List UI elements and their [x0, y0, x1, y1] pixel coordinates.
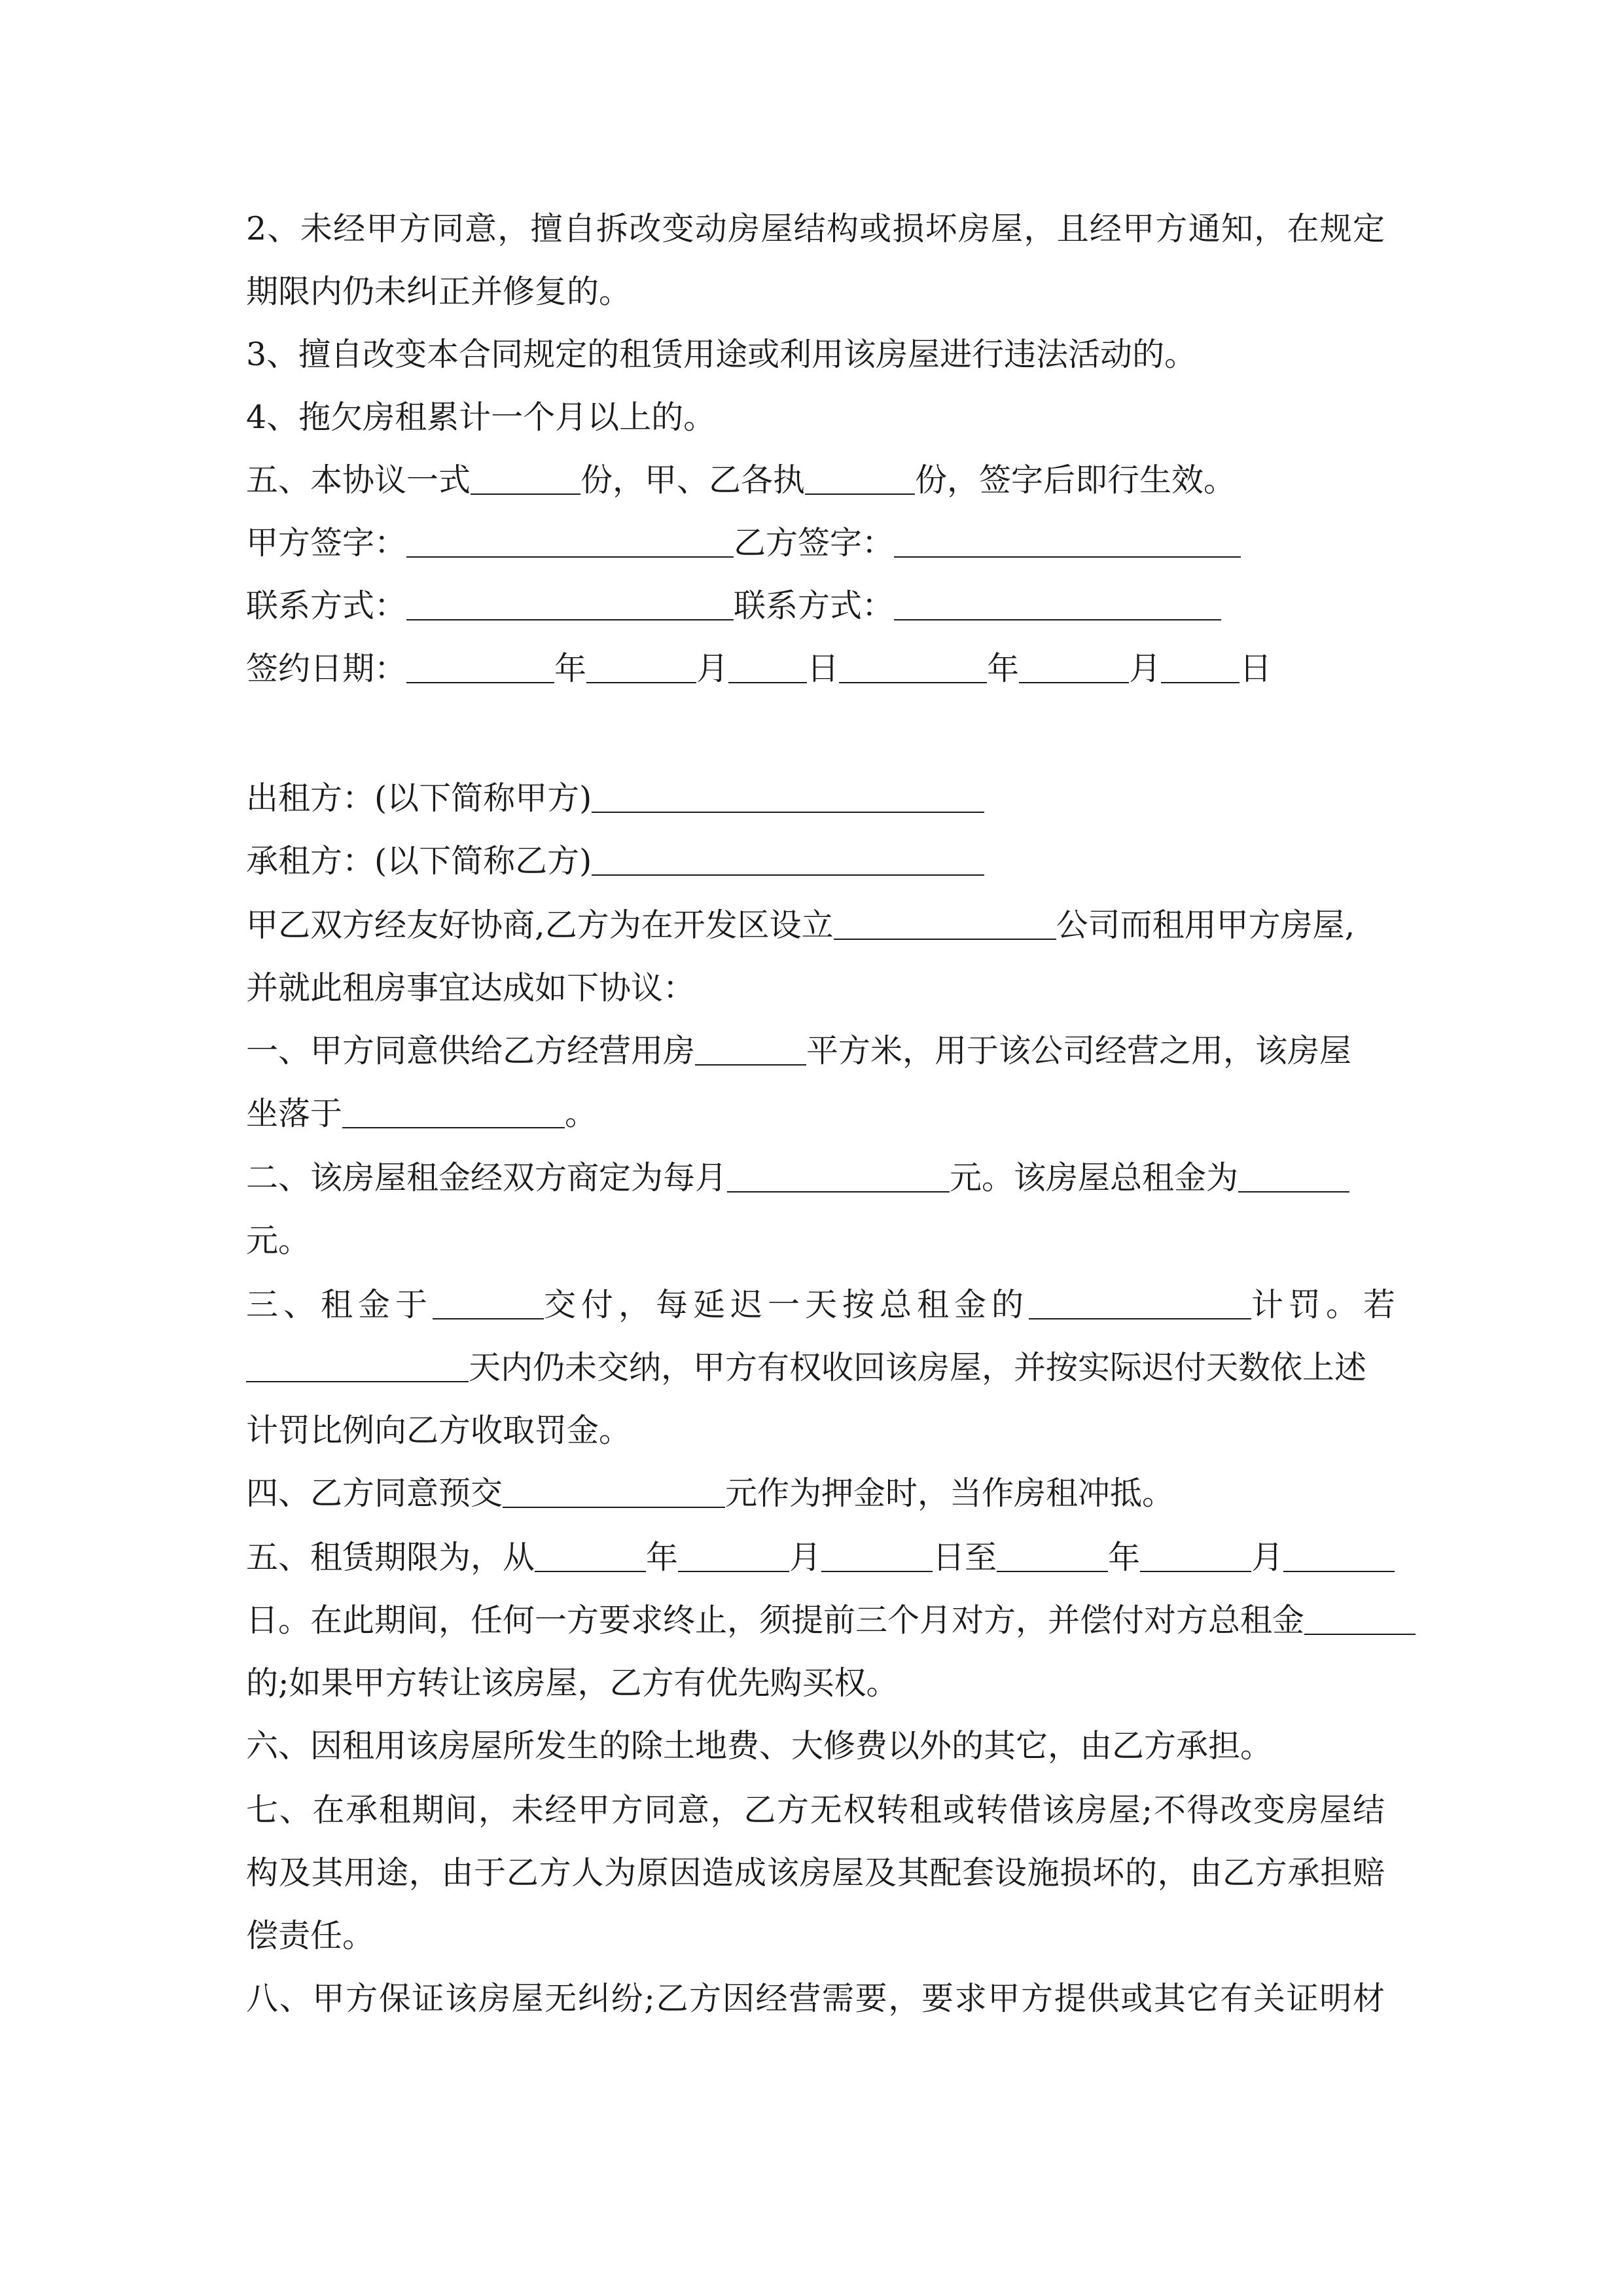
article-1-text-d: 。 [565, 1095, 597, 1132]
lessor-blank[interactable] [592, 780, 984, 813]
lessee-label: 承租方：(以下简称乙方) [246, 842, 592, 880]
end-year-label: 年 [1108, 1539, 1141, 1576]
start-month-label: 月 [789, 1539, 822, 1576]
deposit-blank[interactable] [503, 1475, 725, 1508]
contact-row [246, 586, 1385, 626]
end-month-blank[interactable] [1140, 1539, 1251, 1572]
article-7-line-1: 七、在承租期间，未经甲方同意，乙方无权转租或转借该房屋;不得改变房屋结 [246, 1791, 1385, 1829]
article-5-to: 日至 [933, 1539, 997, 1576]
clause-3: 3、擅自改变本合同规定的租赁用途或利用该房屋进行违法活动的。 [246, 336, 1197, 373]
article-1-line-2 [246, 1094, 1385, 1134]
article-2-line-1 [246, 1158, 1385, 1198]
article-2-text-a: 二、该房屋租金经双方商定为每月 [246, 1159, 728, 1196]
day-label-2: 日 [1240, 650, 1272, 687]
end-year-blank[interactable] [997, 1539, 1108, 1572]
intro-text-a: 甲乙双方经友好协商,乙方为在开发区设立 [246, 906, 834, 944]
party-b-contact-label: 联系方式： [734, 587, 895, 624]
intro-line-1 [246, 906, 1385, 945]
copies-total-blank[interactable] [471, 462, 580, 495]
year-label-2: 年 [987, 650, 1020, 687]
article-5-day: 日。 [246, 1602, 311, 1639]
lessee-blank[interactable] [592, 843, 984, 876]
article-3-line-2 [246, 1348, 1385, 1388]
article-5-line-1 [246, 1538, 1385, 1577]
party-a-signature-label: 甲方签字： [246, 524, 407, 562]
year-blank-2[interactable] [839, 651, 987, 683]
copies-clause [246, 461, 1385, 500]
party-b-contact-blank[interactable] [894, 588, 1221, 620]
year-label-1: 年 [554, 650, 587, 687]
article-1-line-1 [246, 1031, 1385, 1071]
article-8-line-1: 八、甲方保证该房屋无纠纷;乙方因经营需要，要求甲方提供或其它有关证明材 [246, 1980, 1385, 2017]
article-7-line-3: 偿责任。 [246, 1917, 375, 1954]
location-blank[interactable] [342, 1096, 565, 1128]
termination-amount-blank[interactable] [1304, 1602, 1416, 1635]
article-3-line-3: 计罚比例向乙方收取罚金。 [246, 1412, 632, 1449]
copies-mid: 份，甲、乙各执 [580, 461, 806, 499]
copies-prefix: 五、本协议一式 [246, 461, 471, 499]
clause-2-line-1: 2、未经甲方同意，擅自拆改变动房屋结构或损坏房屋，且经甲方通知，在规定 [246, 210, 1385, 247]
clause-2-line-2: 期限内仍未纠正并修复的。 [246, 273, 632, 310]
month-blank-2[interactable] [1019, 651, 1129, 683]
start-day-blank[interactable] [821, 1539, 933, 1572]
start-year-label: 年 [646, 1539, 679, 1576]
month-label-1: 月 [696, 650, 729, 687]
end-month-label: 月 [1251, 1539, 1284, 1576]
penalty-rate-blank[interactable] [1029, 1287, 1251, 1319]
overdue-days-blank[interactable] [246, 1350, 469, 1382]
lessee-row [246, 842, 1385, 881]
clause-4: 4、拖欠房租累计一个月以上的。 [246, 399, 716, 436]
article-5-line-3: 的;如果甲方转让该房屋，乙方有优先购买权。 [246, 1664, 899, 1702]
start-year-blank[interactable] [535, 1539, 646, 1572]
party-a-contact-blank[interactable] [406, 588, 734, 620]
lessor-label: 出租方：(以下简称甲方) [246, 780, 592, 817]
article-4-text-a: 四、乙方同意预交 [246, 1475, 503, 1512]
intro-line-2: 并就此租房事宜达成如下协议： [246, 969, 696, 1007]
article-2-line-2: 元。 [246, 1222, 311, 1259]
article-7-line-2: 构及其用途，由于乙方人为原因造成该房屋及其配套设施损坏的，由乙方承担赔 [246, 1854, 1385, 1892]
article-1-text-a: 一、甲方同意供给乙方经营用房 [246, 1032, 696, 1069]
article-5-text-b: 在此期间，任何一方要求终止，须提前三个月对方，并偿付对方总租金 [310, 1602, 1305, 1639]
article-5-line-2 [246, 1601, 1385, 1640]
end-day-blank[interactable] [1283, 1539, 1395, 1572]
area-blank[interactable] [695, 1033, 806, 1066]
copies-suffix: 份，签字后即行生效。 [915, 461, 1236, 499]
article-3-text-a: 三、租金于 [246, 1286, 433, 1323]
lessor-row [246, 779, 1385, 818]
party-a-contact-label: 联系方式： [246, 587, 407, 624]
intro-text-b: 公司而租用甲方房屋, [1056, 906, 1355, 944]
company-blank[interactable] [834, 907, 1056, 940]
article-3-text-c: 计罚。若 [1251, 1286, 1401, 1323]
month-label-2: 月 [1129, 650, 1162, 687]
party-b-signature-blank[interactable] [894, 525, 1241, 558]
month-blank-1[interactable] [586, 651, 696, 683]
article-3-line-1 [246, 1285, 1401, 1325]
sign-date-label: 签约日期： [246, 650, 407, 687]
copies-each-blank[interactable] [805, 462, 915, 495]
article-2-text-b: 元。该房屋总租金为 [950, 1159, 1239, 1196]
day-blank-2[interactable] [1161, 651, 1240, 683]
article-5-text-a: 五、租赁期限为，从 [246, 1539, 535, 1576]
article-1-text-c: 坐落于 [246, 1095, 343, 1132]
article-4 [246, 1474, 1385, 1513]
day-blank-1[interactable] [728, 651, 807, 683]
article-6: 六、因租用该房屋所发生的除土地费、大修费以外的其它，由乙方承担。 [246, 1727, 1273, 1765]
article-3-text-d: 天内仍未交纳，甲方有权收回该房屋，并按实际迟付天数依上述 [469, 1349, 1367, 1386]
day-label-1: 日 [807, 650, 840, 687]
article-1-text-b: 平方米，用于该公司经营之用，该房屋 [806, 1032, 1352, 1069]
article-4-text-b: 元作为押金时，当作房租冲抵。 [725, 1475, 1175, 1512]
article-3-text-b: 交付，每延迟一天按总租金的 [544, 1286, 1029, 1323]
monthly-rent-blank[interactable] [727, 1160, 950, 1193]
signature-row [246, 524, 1385, 563]
party-b-signature-label: 乙方签字： [734, 524, 895, 562]
year-blank-1[interactable] [406, 651, 554, 683]
payment-date-blank[interactable] [433, 1287, 544, 1319]
sign-date-row [246, 649, 1385, 689]
start-month-blank[interactable] [678, 1539, 789, 1572]
total-rent-blank[interactable] [1238, 1160, 1349, 1193]
party-a-signature-blank[interactable] [406, 525, 734, 558]
